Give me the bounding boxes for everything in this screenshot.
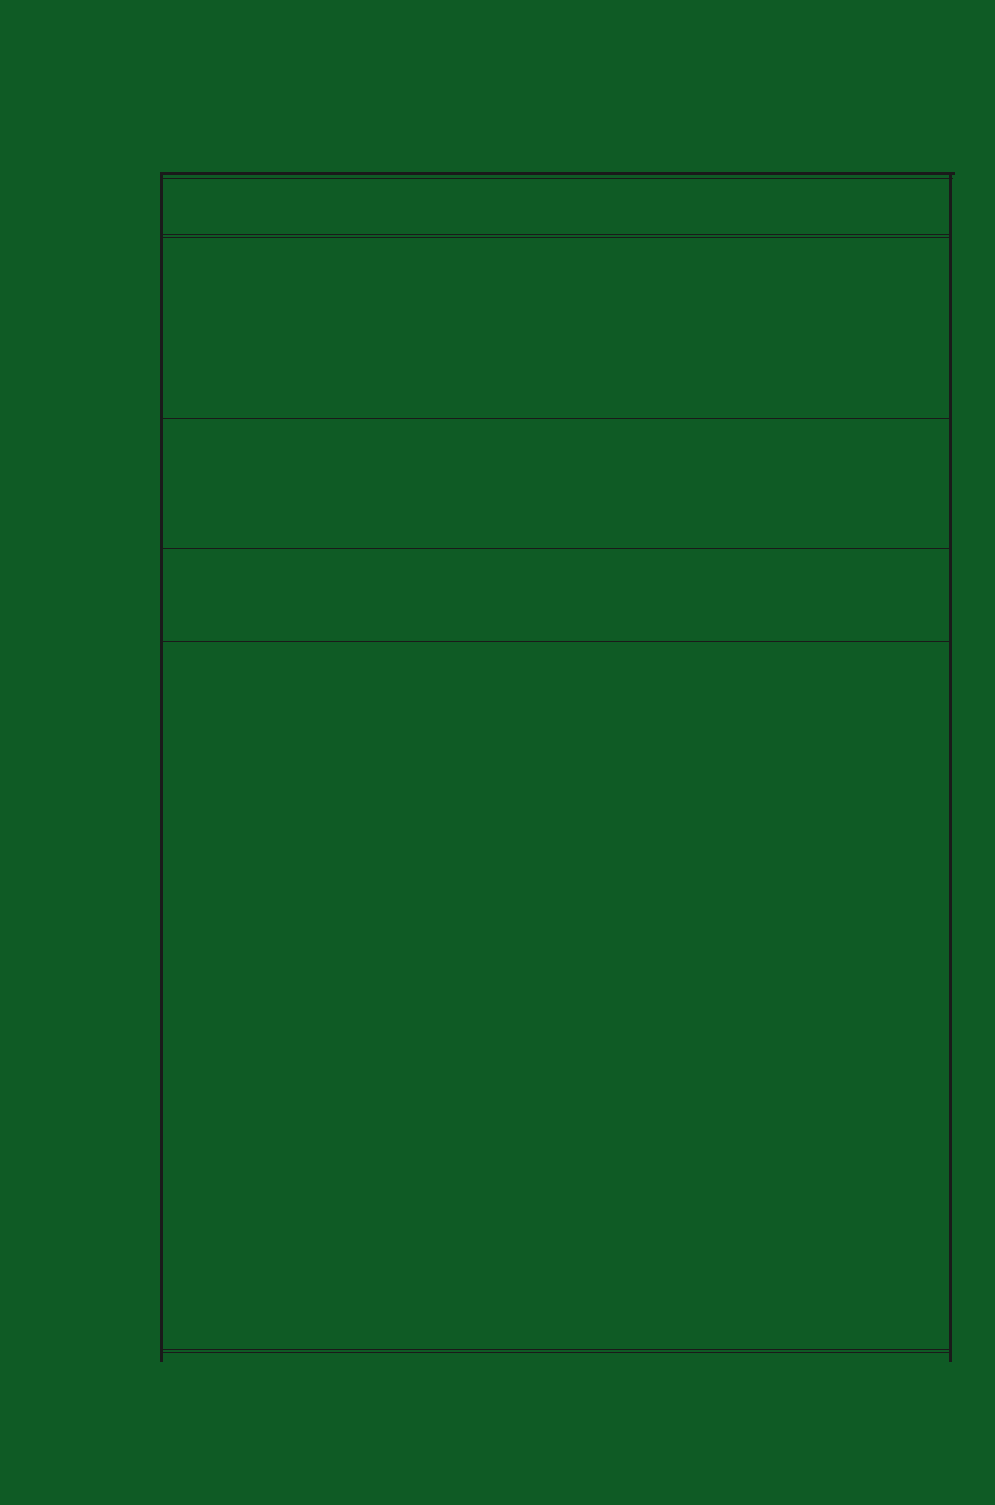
frame-right-rule — [949, 172, 952, 1362]
ems-years-rule — [163, 418, 949, 419]
header-bottom-rule — [163, 234, 949, 235]
loningen-top-rule — [163, 641, 949, 642]
frame-left-rule — [160, 172, 163, 1362]
header-bottom-rule-2 — [163, 237, 949, 238]
bottom-rule-2 — [163, 1352, 949, 1353]
frame-top-rule — [160, 172, 955, 175]
frame-top-rule-inner — [163, 178, 953, 179]
ems-stats-rule — [163, 548, 949, 549]
bottom-rule — [163, 1349, 949, 1350]
